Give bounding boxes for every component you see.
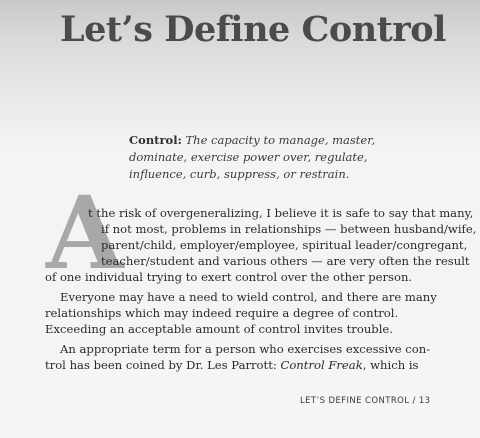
body-line: Everyone may have a need to wield control, and there are many xyxy=(60,290,437,304)
page-title: Let’s Define Control xyxy=(60,9,446,50)
body-line: teacher/student and various others — are very often the result xyxy=(101,254,470,268)
drop-cap: A xyxy=(46,174,124,292)
emphasized-term: Control Freak xyxy=(280,358,363,372)
definition-text: The capacity to manage, master, dominate, exercise power over, regulate, influence, curb, suppress, or restrain. xyxy=(129,133,376,181)
body-line: parent/child, employer/employee, spiritual leader/congregant, xyxy=(101,238,468,252)
body-line: Exceeding an acceptable amount of control invites trouble. xyxy=(45,322,393,336)
body-line: of one individual trying to exert control over the other person. xyxy=(45,270,413,284)
running-footer: LET’S DEFINE CONTROL / 13 xyxy=(300,396,431,406)
body-line: trol has been coined by Dr. Les Parrott: Control Freak, which is xyxy=(45,358,419,372)
body-line: t the risk of overgeneralizing, I believe it is safe to say that many, xyxy=(88,206,474,220)
definition-block xyxy=(129,132,419,183)
body-line: relationships which may indeed require a degree of control. xyxy=(45,306,399,320)
body-line: if not most, problems in relationships — between husband/wife, xyxy=(101,222,477,236)
body-line: An appropriate term for a person who exercises excessive con- xyxy=(60,342,431,356)
definition-term: Control: xyxy=(129,133,182,147)
